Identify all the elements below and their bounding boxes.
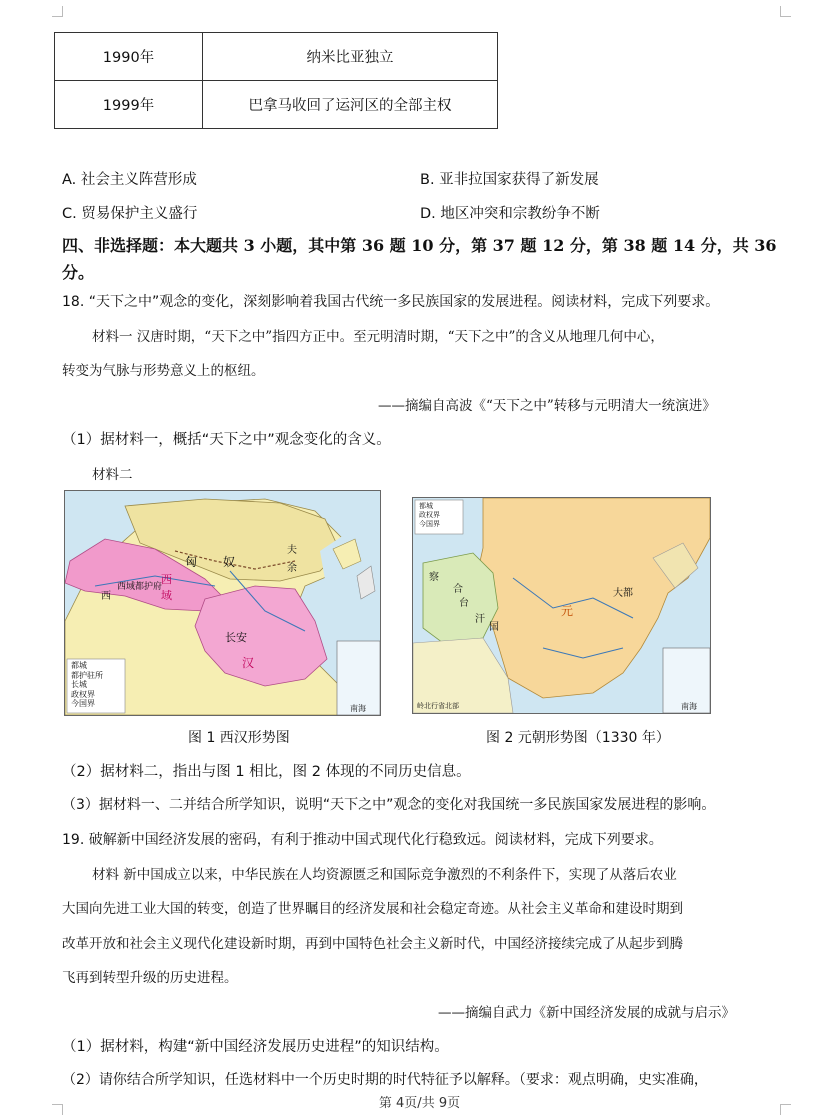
legend-item: 都城 xyxy=(419,502,433,510)
label-xi: 西 xyxy=(101,591,111,602)
label-duhu: 西域都护府 xyxy=(117,582,163,592)
crop-mark-top-right xyxy=(780,6,791,17)
q19-source: ——摘编自武力《新中国经济发展的成就与启示》 xyxy=(438,1005,735,1021)
fig1-caption: 图 1 西汉形势图 xyxy=(188,730,290,746)
label-dadu: 大都 xyxy=(613,588,633,599)
label-xiongnu: 匈 xyxy=(185,555,198,569)
legend-item: 长城 xyxy=(71,680,87,689)
crop-mark-top-left xyxy=(52,6,63,17)
q18-sub1: （1）据材料一，概括“天下之中”观念变化的含义。 xyxy=(62,432,391,448)
label-chagatai: 合 xyxy=(453,584,463,595)
q18-source1: ——摘编自高波《“天下之中”转移与元明清大一统演进》 xyxy=(378,398,716,414)
year-cell: 1990年 xyxy=(55,33,203,81)
year-cell: 1999年 xyxy=(55,81,203,129)
q19-material-line2: 大国向先进工业大国的转变，创造了世界瞩目的经济发展和社会稳定奇迹。从社会主义革命和建设时期到 xyxy=(62,901,683,917)
label-xiyu: 域 xyxy=(161,589,172,602)
section-heading-line2: 分。 xyxy=(62,263,95,282)
label-chagatai: 汗 xyxy=(475,614,485,625)
label-xiongnu: 奴 xyxy=(223,555,236,569)
label-chagatai: 台 xyxy=(459,598,469,609)
q18-material1-line1: 材料一 汉唐时期，“天下之中”指四方正中。至元明清时期，“天下之中”的含义从地理几何中心， xyxy=(92,329,664,345)
legend-item: 都城 xyxy=(71,661,87,670)
western-han-map-graphic xyxy=(65,491,380,715)
q19-sub1: （1）据材料，构建“新中国经济发展历史进程”的知识结构。 xyxy=(62,1039,449,1055)
label-xiyu: 西 xyxy=(161,573,172,586)
legend-item: 都护驻所 xyxy=(71,670,103,680)
table-row xyxy=(55,33,498,81)
page-number: 第 4页/共 9页 xyxy=(378,1096,461,1111)
q18-sub3: （3）据材料一、二并结合所学知识，说明“天下之中”观念的变化对我国统一多民族国家发展进程的影响。 xyxy=(62,797,716,813)
event-cell: 纳米比亚独立 xyxy=(203,33,498,81)
fig2-caption: 图 2 元朝形势图（1330 年） xyxy=(486,730,670,746)
map2-legend xyxy=(419,502,440,529)
label-yuan: 元 xyxy=(561,604,574,618)
events-table xyxy=(54,32,498,129)
label-nanhai: 南海 xyxy=(350,704,366,713)
western-han-map xyxy=(64,490,381,716)
q18-sub2: （2）据材料二，指出与图 1 相比，图 2 体现的不同历史信息。 xyxy=(62,764,471,780)
map1-legend xyxy=(71,661,103,709)
legend-item: 政权界 xyxy=(71,689,95,699)
label-lingbei: 岭北行省北部 xyxy=(417,702,459,710)
yuan-dynasty-map xyxy=(412,497,711,714)
q19-stem: 19. 破解新中国经济发展的密码，有利于推动中国式现代化行稳致远。阅读材料，完成下列要求。 xyxy=(62,832,663,848)
material2-label: 材料二 xyxy=(92,467,133,483)
legend-item: 今国界 xyxy=(419,520,440,528)
label-chagatai: 察 xyxy=(429,572,439,583)
q18-stem: 18. “天下之中”观念的变化，深刻影响着我国古代统一多民族国家的发展进程。阅读材料，完成下列要求。 xyxy=(62,294,720,310)
label-chagatai: 国 xyxy=(489,622,499,633)
option-a: A. 社会主义阵营形成 xyxy=(62,172,197,188)
event-cell: 巴拿马收回了运河区的全部主权 xyxy=(203,81,498,129)
option-d: D. 地区冲突和宗教纷争不断 xyxy=(420,206,600,222)
legend-item: 政权界 xyxy=(419,511,440,519)
q19-sub2: （2）请你结合所学知识，任选材料中一个历史时期的时代特征予以解释。（要求：观点明确，史实准确， xyxy=(62,1072,708,1088)
q19-material-line1: 材料 新中国成立以来，中华民族在人均资源匮乏和国际竞争激烈的不利条件下，实现了从落后农业 xyxy=(92,867,677,883)
q18-material1-line2: 转变为气脉与形势意义上的枢纽。 xyxy=(62,363,265,379)
legend-item: 今国界 xyxy=(71,699,95,708)
option-c: C. 贸易保护主义盛行 xyxy=(62,206,198,222)
q19-material-line3: 改革开放和社会主义现代化建设新时期，再到中国特色社会主义新时代，中国经济接续完成了从起步到腾 xyxy=(62,936,683,952)
label-fuyu: 余 xyxy=(287,563,297,574)
section-heading-line1: 四、非选择题：本大题共 3 小题，其中第 36 题 10 分，第 37 题 12 分，第 38 题 14 分，共 36 xyxy=(62,236,777,255)
label-changan: 长安 xyxy=(225,631,247,644)
table-row xyxy=(55,81,498,129)
label-han: 汉 xyxy=(242,656,255,670)
q19-material-line4: 飞再到转型升级的历史进程。 xyxy=(62,970,238,986)
option-b: B. 亚非拉国家获得了新发展 xyxy=(420,172,599,188)
label-fuyu: 夫 xyxy=(287,545,297,556)
label-nanhai: 南海 xyxy=(681,702,697,711)
